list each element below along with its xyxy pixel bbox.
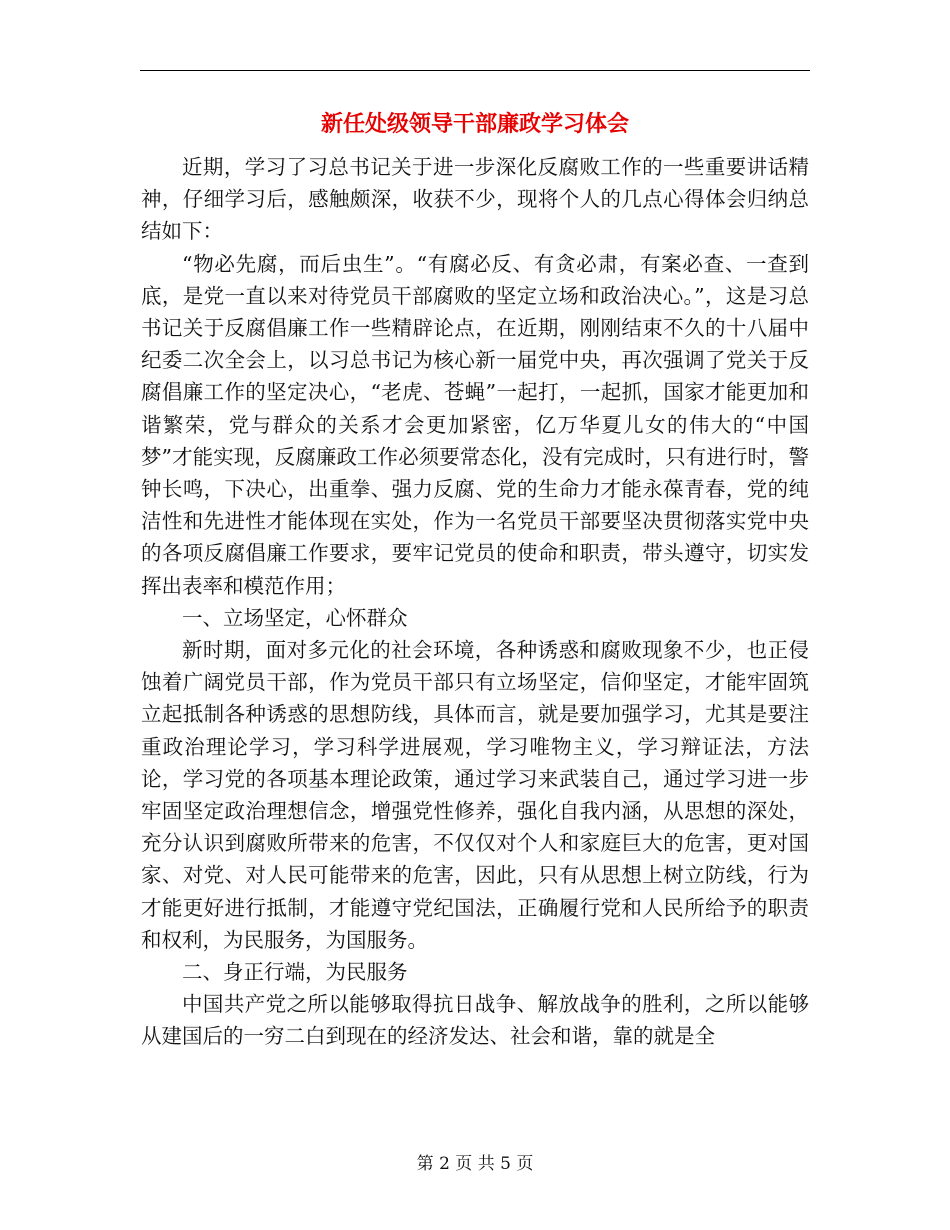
section-heading-1: 一、立场坚定，心怀群众 xyxy=(182,605,408,630)
paragraph-intro: 近期，学习了习总书记关于进一步深化反腐败工作的一些重要讲话精神，仔细学习后，感触颇深，收获不少，现将个人的几点心得体会归纳总结如下： xyxy=(141,155,809,244)
section-heading-2: 二、身正行端，为民服务 xyxy=(182,960,408,985)
paragraph-section-2: 中国共产党之所以能够取得抗日战争、解放战争的胜利，之所以能够从建国后的一穷二白到现在的经济发达、社会和谐，靠的就是全 xyxy=(141,992,809,1049)
document-title: 新任处级领导干部廉政学习体会 xyxy=(320,112,629,137)
header-rule xyxy=(140,70,810,71)
paragraph-section-1: 新时期，面对多元化的社会环境，各种诱惑和腐败现象不少，也正侵蚀着广阔党员干部，作为党员干部只有立场坚定，信仰坚定，才能牢固筑立起抵制各种诱惑的思想防线，具体而言，就是要加强学习，尤其是要注重政治理论学习，学习科学进展观，学习唯物主义，学习辩证法，方法论，学习党的各项基本理论政策，通过学习来武装自己，通过学习进一步牢固坚定政治理想信念，增强党性修养，强化自我内涵，从思想的深处，充分认识到腐败所带来的危害，不仅仅对个人和家庭巨大的危害，更对国家、对党、对人民可能带来的危害，因此，只有从思想上树立防线，行为才能更好进行抵制，才能遵守党纪国法，正确履行党和人民所给予的职责和权利，为民服务，为国服务。 xyxy=(141,638,809,952)
paragraph-quote: “物必先腐，而后虫生”。“有腐必反、有贪必肃，有案必查、一查到底，是党一直以来对待党员干部腐败的坚定立场和政治决心。”，这是习总书记关于反腐倡廉工作一些精辟论点，在近期，刚刚结束不久的十八届中纪委二次全会上，以习总书记为核心新一届党中央，再次强调了党关于反腐倡廉工作的坚定决心，“老虎、苍蝇”一起打，一起抓，国家才能更加和谐繁荣，党与群众的关系才会更加紧密，亿万华夏儿女的伟大的“中国梦”才能实现，反腐廉政工作必须要常态化，没有完成时，只有进行时，警钟长鸣，下决心，出重拳、强力反腐、党的生命力才能永葆青春，党的纯洁性和先进性才能体现在实处，作为一名党员干部要坚决贯彻落实党中央的各项反腐倡廉工作要求，要牢记党员的使命和职责，带头遵守，切实发挥出表率和模范作用； xyxy=(141,251,809,598)
page-footer: 第 2 页 共 5 页 xyxy=(416,1154,534,1174)
document-body xyxy=(141,151,809,1053)
